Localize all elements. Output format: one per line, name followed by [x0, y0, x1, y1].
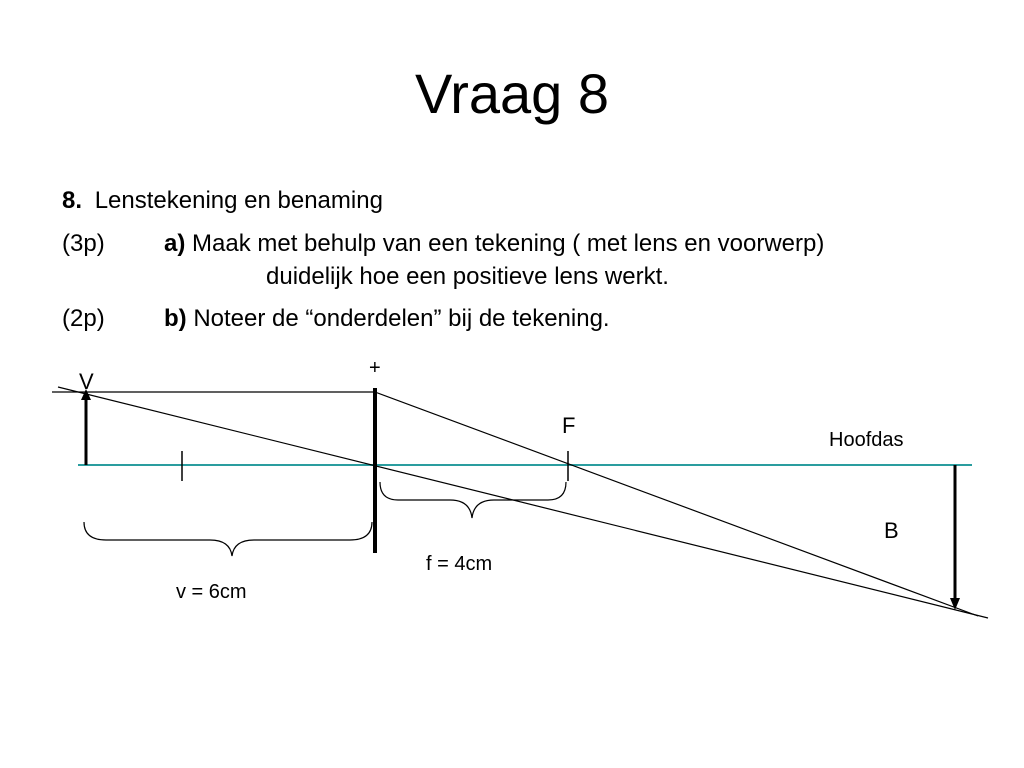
points-a: (3p)	[62, 230, 105, 257]
object-distance-brace	[84, 522, 372, 556]
focal-length-label: f = 4cm	[426, 553, 493, 575]
item-b-text: Noteer de “onderdelen” bij de tekening.	[193, 305, 610, 332]
focal-length-brace	[380, 482, 566, 518]
question-heading-text: Lenstekening en benaming	[94, 187, 383, 214]
item-a-letter: a)	[164, 230, 186, 257]
image-label: B	[884, 518, 899, 543]
focus-label: F	[562, 413, 576, 438]
axis-label: Hoofdas	[829, 429, 904, 451]
question-number: 8.	[62, 187, 83, 214]
slide-title: Vraag 8	[414, 62, 610, 125]
item-b-letter: b)	[164, 305, 187, 332]
object-label: V	[79, 369, 94, 394]
points-b: (2p)	[62, 305, 105, 332]
lens-sign-label: +	[369, 357, 381, 379]
item-a-continuation: duidelijk hoe een positieve lens werkt.	[266, 263, 669, 290]
item-a-text: Maak met behulp van een tekening ( met lens en voorwerp)	[192, 230, 825, 257]
object-distance-label: v = 6cm	[176, 581, 247, 603]
